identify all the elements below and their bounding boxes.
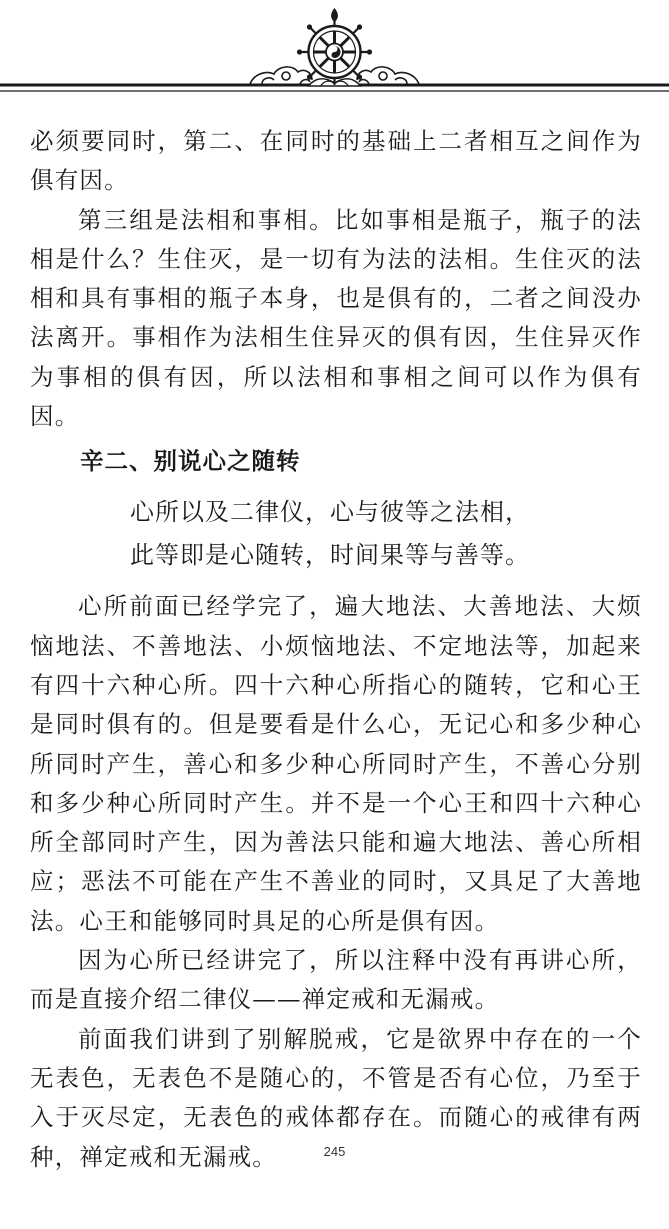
page-header [0, 0, 669, 110]
page-number: 245 [323, 1144, 346, 1159]
body-paragraph: 因为心所已经讲完了，所以注释中没有再讲心所，而是直接介绍二律仪——禅定戒和无漏戒。 [30, 946, 642, 1014]
verse-block [30, 491, 642, 577]
verse-line: 心所以及二律仪，心与彼等之法相， [130, 498, 530, 527]
header-ornament [0, 0, 669, 110]
body-paragraph: 第三组是法相和事相。比如事相是瓶子，瓶子的法相是什么？生住灭，是一切有为法的法相。生住灭的法相和具有事相的瓶子本身，也是俱有的，二者之间没办法离开。事相作为法相生住异灭的俱有因，生住异灭作为事相的俱有因，所以法相和事相之间可以作为俱有因。 [30, 205, 642, 431]
body-paragraph: 必须要同时，第二、在同时的基础上二者相互之间作为俱有因。 [30, 127, 642, 195]
body-paragraph: 心所前面已经学完了，遍大地法、大善地法、大烦恼地法、不善地法、小烦恼地法、不定地法等，加起来有四十六种心所。四十六种心所指心的随转，它和心王是同时俱有的。但是要看是什么心，无记心和多少种心所同时产生，善心和多少种心所同时产生，不善心分别和多少种心所同时产生。并不是一个心王和四十六种心所全部同时产生，因为善法只能和遍大地法、善心所相应；恶法不可能在产生不善业的同时，又具足了大善地法。心王和能够同时具足的心所是俱有因。 [30, 592, 642, 935]
dharma-wheel-icon [297, 8, 372, 86]
left-cloud-icon [250, 67, 312, 84]
right-cloud-icon [357, 67, 419, 84]
body-paragraph: 前面我们讲到了别解脱戒，它是欲界中存在的一个无表色，无表色不是随心的，不管是否有心位，乃至于入于灭尽定，无表色的戒体都存在。而随心的戒律有两种，禅定戒和无漏戒。 [30, 1024, 642, 1171]
page-body [30, 122, 642, 1177]
verse-line: 此等即是心随转，时间果等与善等。 [130, 541, 530, 570]
section-heading: 辛二、别说心之随转 [80, 447, 301, 476]
